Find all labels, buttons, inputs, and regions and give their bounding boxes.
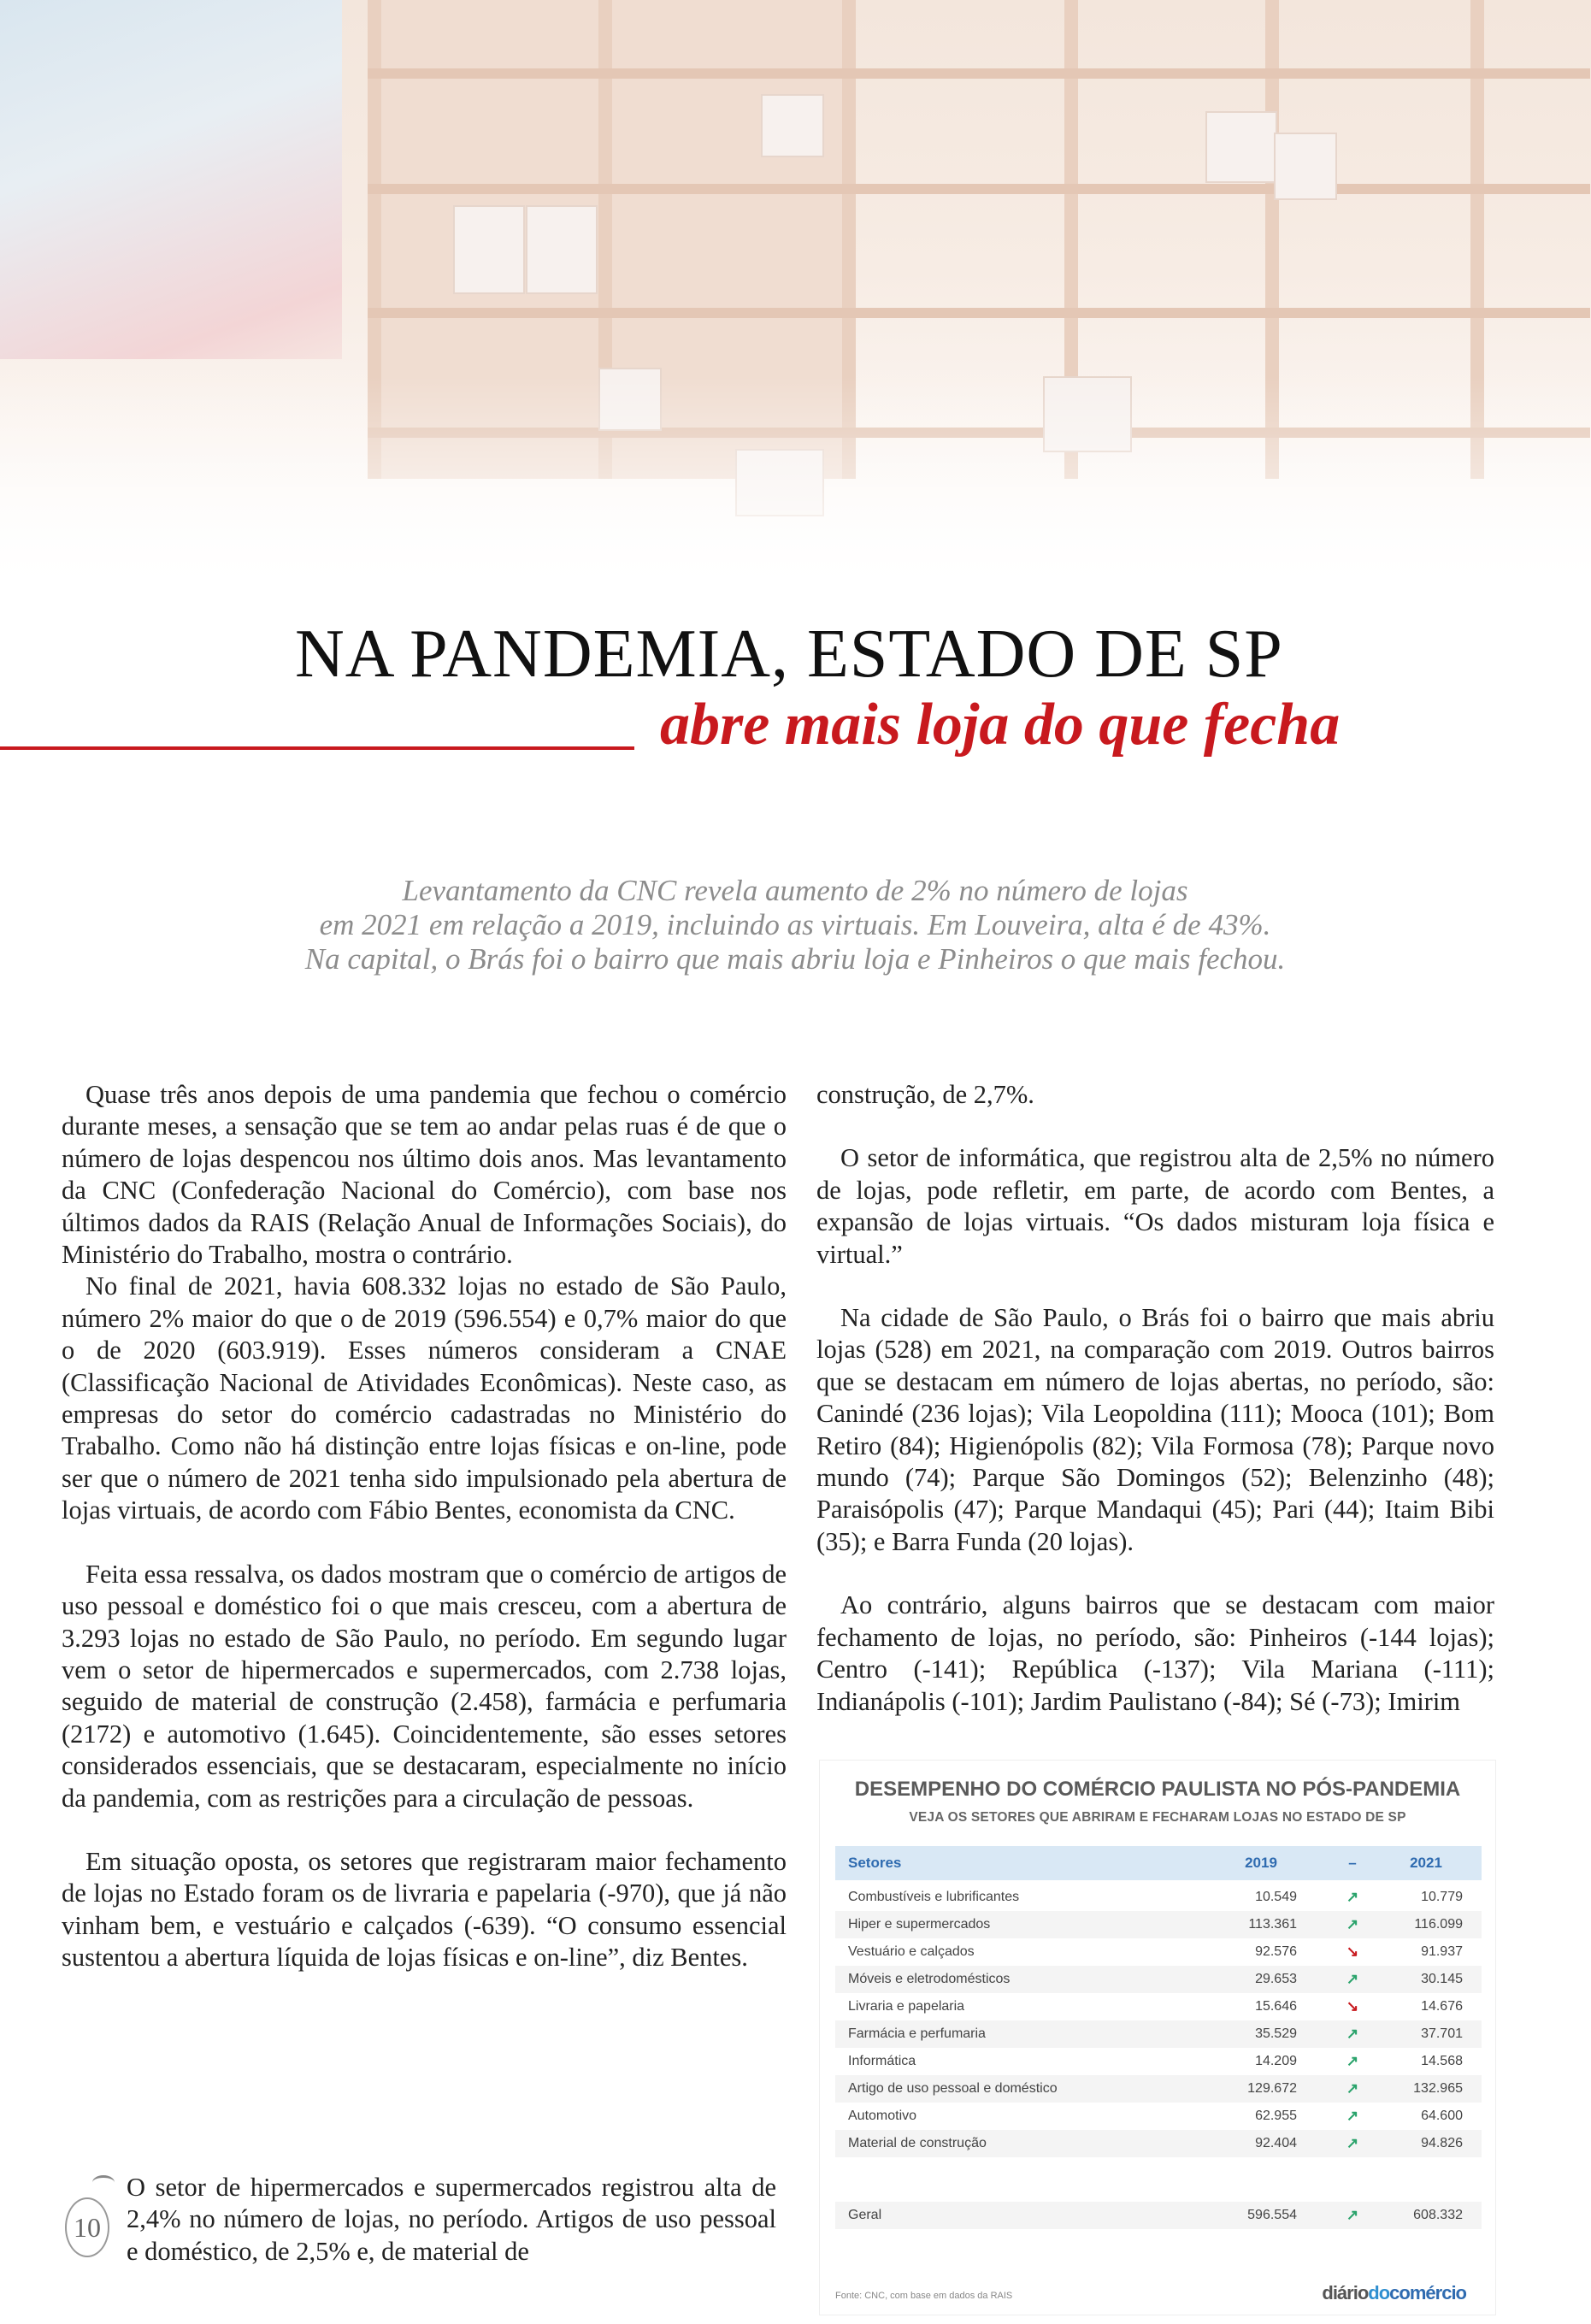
value-2019-cell: 62.955 (1255, 2109, 1297, 2123)
paragraph: construção, de 2,7%. (816, 1080, 1034, 1109)
header-2021: 2021 (1410, 1855, 1442, 1871)
value-2019-cell: 14.209 (1255, 2054, 1297, 2068)
value-2019-cell: 596.554 (1247, 2208, 1297, 2222)
trend-up-icon: ↗ (1346, 1916, 1359, 1932)
value-2021-cell: 14.676 (1421, 1999, 1463, 2014)
paragraph: Feita essa ressalva, os dados mostram que o comércio de artigos de uso pessoal e doméstico foi o que mais cresceu, com a abertura de 3.293 lojas no estado de São Paulo, no período. Em segundo lugar vem o setor de hipermercados e supermercados, com 2.738 lojas, seguido de material de construção (2.458), farmácia e perfumaria (2172) e automotivo (1.645). Coincidentemente, são esses setores considerados essenciais, que se destacaram, especialmente no início da pandemia, com as restrições para a circulação de pessoas. (62, 1559, 787, 1813)
trend-up-icon: ↗ (1346, 2080, 1359, 2097)
paragraph: Quase três anos depois de uma pandemia que fechou o comércio durante meses, a sensação que se tem ao andar pelas ruas é de que o número de lojas despencou nos último dois anos. Mas levantamento da CNC (Confederação Nacional do Comércio), com base nos últimos dados da RAIS (Relação Anual de Informações Sociais), do Ministério do Trabalho, mostra o contrário. (62, 1080, 787, 1270)
table-row (835, 1993, 1482, 2020)
page-number-swoosh (92, 2175, 115, 2190)
title-rule (0, 746, 634, 750)
sector-cell: Automotivo (848, 2109, 917, 2123)
sector-cell: Móveis e eletrodomésticos (848, 1972, 1011, 1986)
trend-up-icon: ↗ (1346, 2135, 1359, 2151)
trend-down-icon: ↘ (1346, 1944, 1359, 1960)
trend-up-icon: ↗ (1346, 2053, 1359, 2069)
header-photo (0, 0, 1591, 599)
trend-down-icon: ↘ (1346, 1998, 1359, 2014)
lede-line: Na capital, o Brás foi o bairro que mais abriu loja e Pinheiros o que mais fechou. (304, 942, 1286, 976)
sector-cell: Vestuário e calçados (848, 1944, 975, 1959)
paragraph: Ao contrário, alguns bairros que se destacam com maior fechamento de lojas, no período, são: Pinheiros (-144 lojas); Centro (-141); República (-137); Vila Mariana (-111); Indianápolis (-101); Jardim Paulistano (-84); Sé (-73); Imirim (816, 1590, 1494, 1716)
logo-part: comércio (1389, 2282, 1466, 2303)
table-row (835, 1911, 1482, 1938)
value-2019-cell: 35.529 (1255, 2026, 1297, 2041)
sector-table (819, 1760, 1496, 2315)
value-2019-cell: 10.549 (1255, 1890, 1297, 1904)
lede-line: Levantamento da CNC revela aumento de 2% no número de lojas (402, 874, 1188, 907)
sector-cell: Hiper e supermercados (848, 1917, 991, 1932)
table-source: Fonte: CNC, com base em dados da RAIS (835, 2291, 1013, 2301)
value-2021-cell: 30.145 (1421, 1972, 1463, 1986)
table-row (835, 2048, 1482, 2075)
photo-display-screen (0, 0, 342, 359)
sector-cell: Geral (848, 2208, 882, 2222)
table-header-row (835, 1846, 1482, 1880)
table-row (835, 1938, 1482, 1966)
sector-cell: Livraria e papelaria (848, 1999, 965, 2014)
table-row (835, 2020, 1482, 2048)
value-2021-cell: 91.937 (1421, 1944, 1463, 1959)
article-column-1 (62, 1079, 787, 1974)
header-2019: 2019 (1245, 1855, 1277, 1871)
article-column-2 (816, 1079, 1494, 1718)
value-2021-cell: 132.965 (1413, 2081, 1463, 2096)
value-2019-cell: 92.576 (1255, 1944, 1297, 1959)
paragraph: O setor de informática, que registrou alta de 2,5% no número de lojas, pode refletir, em parte, de acordo com Bentes, a expansão de lojas virtuais. “Os dados misturam loja física e virtual.” (816, 1143, 1494, 1269)
table-row (835, 2103, 1482, 2130)
table-row (835, 1884, 1482, 1911)
value-2021-cell: 10.779 (1421, 1890, 1463, 1904)
paragraph: O setor de hipermercados e supermercados registrou alta de 2,4% no número de lojas, no período. Artigos de uso pessoal e doméstico, de 2,5% e, de material de (127, 2173, 776, 2266)
table-row (835, 2075, 1482, 2103)
article-column-1-end (127, 2172, 776, 2268)
headline-italic: abre mais loja do que fecha (660, 692, 1341, 758)
sector-cell: Material de construção (848, 2136, 987, 2150)
value-2021-cell: 14.568 (1421, 2054, 1463, 2068)
header-sector: Setores (848, 1855, 902, 1871)
value-2021-cell: 94.826 (1421, 2136, 1463, 2150)
sector-cell: Informática (848, 2054, 916, 2068)
table-row (835, 1966, 1482, 1993)
lede (282, 874, 1308, 976)
sector-cell: Farmácia e perfumaria (848, 2026, 986, 2041)
lede-line: em 2021 em relação a 2019, incluindo as virtuais. Em Louveira, alta é de 43%. (319, 908, 1271, 941)
logo-part: do (1368, 2282, 1390, 2303)
table-row (835, 2202, 1482, 2229)
trend-up-icon: ↗ (1346, 2026, 1359, 2042)
sector-cell: Combustíveis e lubrificantes (848, 1890, 1020, 1904)
value-2021-cell: 64.600 (1421, 2109, 1463, 2123)
value-2019-cell: 29.653 (1255, 1972, 1297, 1986)
header-trend: – (1348, 1855, 1357, 1871)
paragraph: Em situação oposta, os setores que registraram maior fechamento de lojas no Estado foram os de livraria e papelaria (-970), que já não vinham bem, e vestuário e calçados (-639). “O consumo essencial sustentou a abertura líquida de lojas físicas e on-line”, diz Bentes. (62, 1846, 787, 1973)
headline: NA PANDEMIA, ESTADO DE SP (295, 616, 1283, 692)
value-2019-cell: 113.361 (1248, 1917, 1297, 1932)
trend-up-icon: ↗ (1346, 2207, 1359, 2223)
sector-cell: Artigo de uso pessoal e doméstico (848, 2081, 1058, 2096)
trend-up-icon: ↗ (1346, 1889, 1359, 1905)
value-2019-cell: 15.646 (1255, 1999, 1297, 2014)
paragraph: No final de 2021, havia 608.332 lojas no estado de São Paulo, número 2% maior do que o de 2019 (596.554) e 0,7% maior do que o de 2020 (603.919). Esses números consideram a CNAE (Classificação Nacional de Atividades Econômicas). Neste caso, as empresas do setor do comércio cadastradas no Ministério do Trabalho. Como não há distinção entre lojas físicas e on-line, pode ser que o número de 2021 tenha sido impulsionado pela abertura de lojas virtuais, de acordo com Fábio Bentes, economista da CNC. (62, 1271, 787, 1525)
publisher-logo (1322, 2282, 1466, 2304)
paragraph: Na cidade de São Paulo, o Brás foi o bairro que mais abriu lojas (528) em 2021, na comparação com 2019. Outros bairros que se destacam em número de lojas abertas, no período, são: Canindé (236 lojas); Vila Leopoldina (111); Mooca (101); Bom Retiro (84); Higienópolis (82); Vila Formosa (78); Parque novo mundo (74); Parque São Domingos (52); Belenzinho (48); Paraisópolis (47); Parque Mandaqui (45); Pari (44); Itaim Bibi (35); e Barra Funda (20 lojas). (816, 1303, 1494, 1556)
page-number: 10 (65, 2197, 109, 2257)
value-2021-cell: 608.332 (1413, 2208, 1463, 2222)
table-title: DESEMPENHO DO COMÉRCIO PAULISTA NO PÓS-PANDEMIA (854, 1778, 1461, 1801)
value-2021-cell: 37.701 (1421, 2026, 1463, 2041)
logo-part: diário (1322, 2282, 1369, 2303)
trend-up-icon: ↗ (1346, 2108, 1359, 2124)
value-2021-cell: 116.099 (1414, 1917, 1463, 1932)
table-row (835, 2130, 1482, 2157)
value-2019-cell: 92.404 (1255, 2136, 1297, 2150)
table-subtitle: VEJA OS SETORES QUE ABRIRAM E FECHARAM LOJAS NO ESTADO DE SP (909, 1810, 1406, 1825)
value-2019-cell: 129.672 (1247, 2081, 1297, 2096)
trend-up-icon: ↗ (1346, 1971, 1359, 1987)
